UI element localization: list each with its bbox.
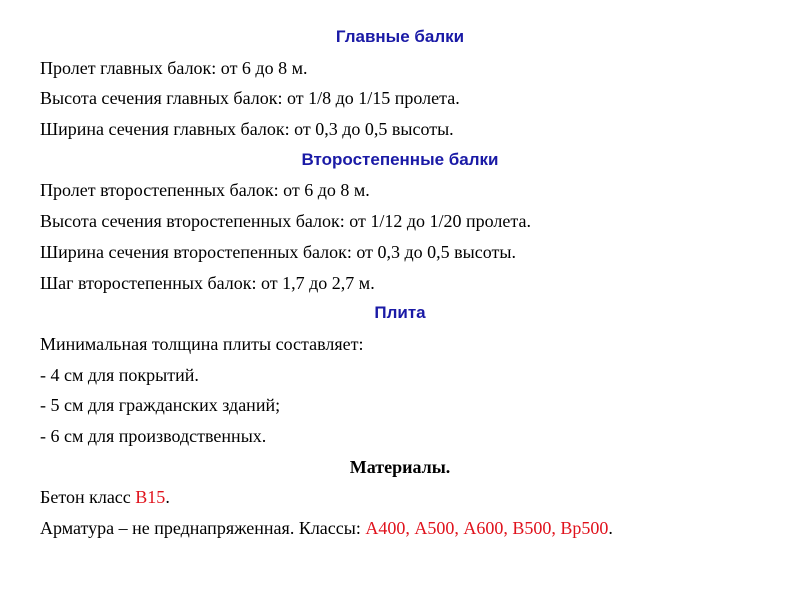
main-beams-span: Пролет главных балок: от 6 до 8 м. bbox=[40, 57, 308, 78]
slab-heading: Плита bbox=[374, 303, 426, 323]
slab-item-civil: - 5 см для гражданских зданий; bbox=[40, 395, 281, 416]
rebar-label: Арматура – не преднапряженная. Классы: bbox=[40, 518, 366, 538]
slab-item-industrial: - 6 см для производственных. bbox=[40, 425, 267, 446]
concrete-line-end: . bbox=[165, 487, 170, 508]
main-beams-heading: Главные балки bbox=[335, 27, 465, 46]
materials-heading: Материалы. bbox=[349, 456, 451, 477]
main-beams-height: Высота сечения главных балок: от 1/8 до 1/15 пролета. bbox=[40, 88, 460, 109]
secondary-beams-height: Высота сечения второстепенных балок: от 1/12 до 1/20 пролета. bbox=[40, 211, 531, 232]
rebar-classes-value: А400, А500, А600, В500, Вр500 bbox=[365, 518, 609, 538]
slab-item-roof: - 4 см для покрытий. bbox=[40, 364, 199, 385]
main-beams-width: Ширина сечения главных балок: от 0,3 до 0,5 высоты. bbox=[40, 119, 454, 140]
secondary-beams-width: Ширина сечения второстепенных балок: от 0,3 до 0,5 высоты. bbox=[40, 241, 516, 262]
concrete-class-value: В15 bbox=[135, 487, 166, 508]
secondary-beams-span: Пролет второстепенных балок: от 6 до 8 м. bbox=[40, 180, 370, 201]
secondary-beams-heading: Второстепенные балки bbox=[301, 149, 499, 169]
document-content bbox=[40, 22, 760, 544]
secondary-beams-step: Шаг второстепенных балок: от 1,7 до 2,7 м. bbox=[40, 272, 375, 293]
concrete-label: Бетон класс bbox=[40, 487, 136, 508]
rebar-line-end: . bbox=[608, 518, 613, 538]
concrete-line bbox=[40, 482, 760, 513]
slab-intro: Минимальная толщина плиты составляет: bbox=[40, 333, 364, 354]
rebar-line bbox=[40, 513, 760, 544]
